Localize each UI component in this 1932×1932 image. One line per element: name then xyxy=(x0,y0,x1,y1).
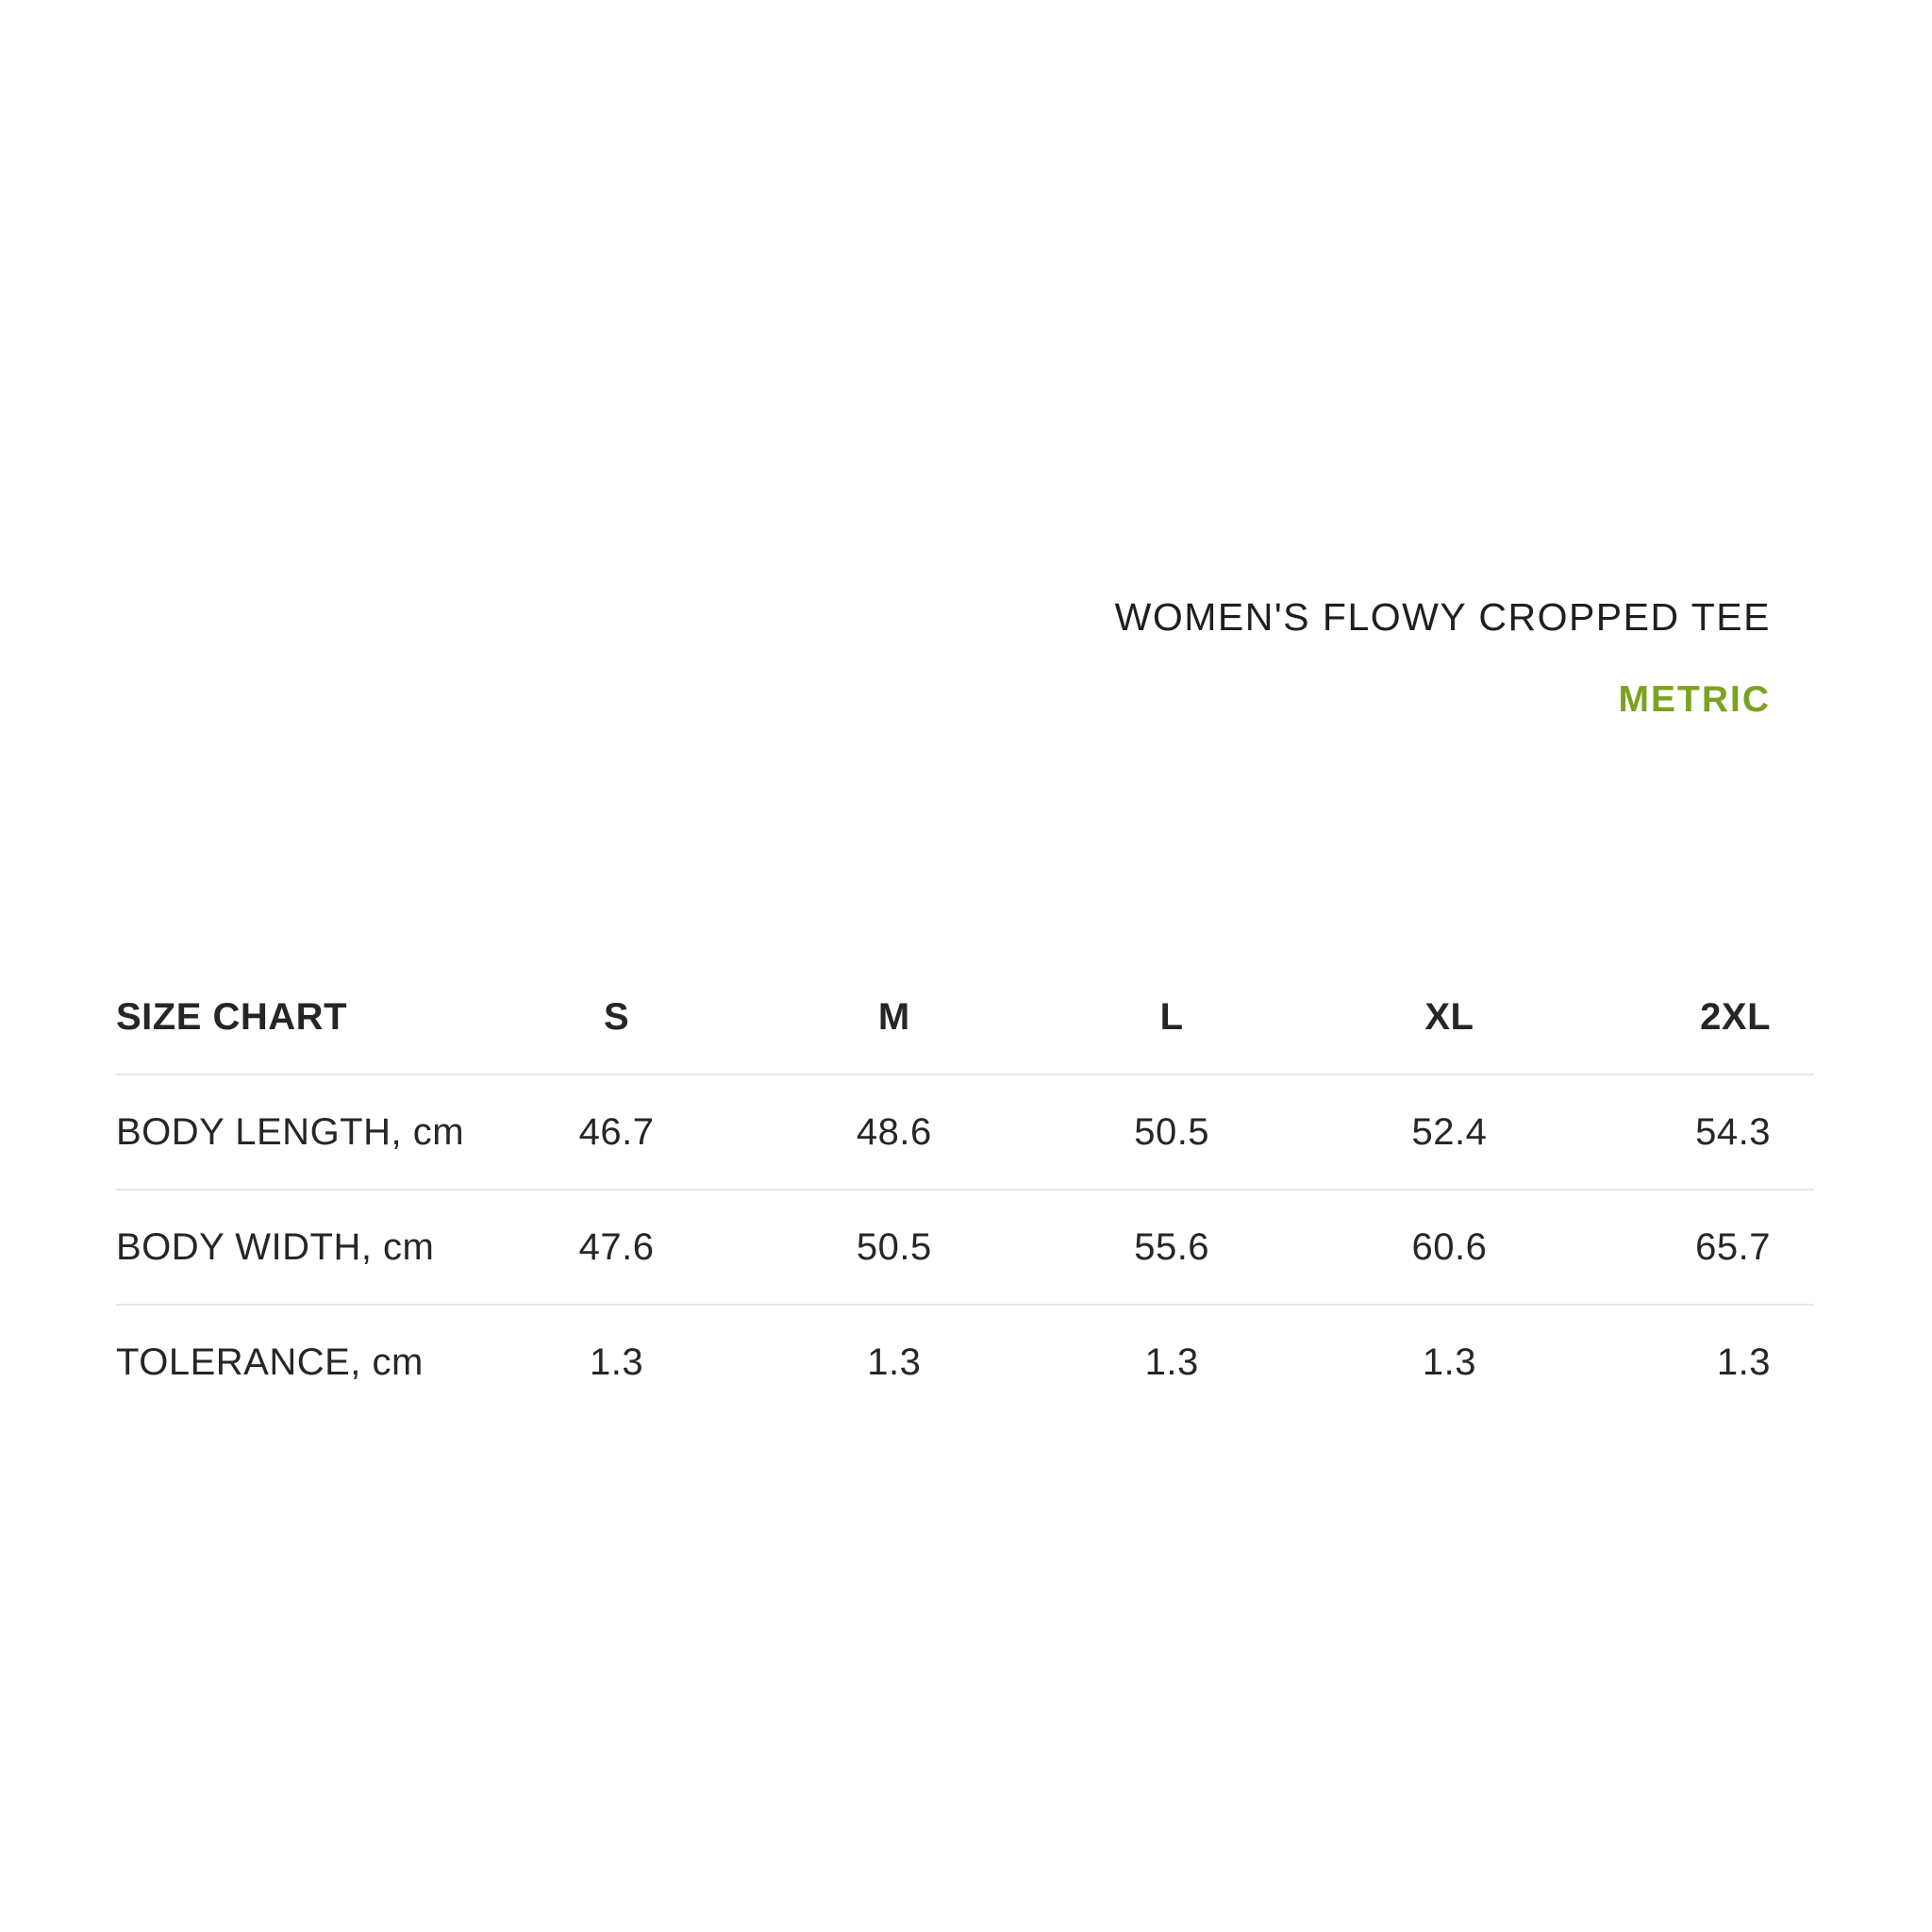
size-chart-table-container xyxy=(116,960,1814,1419)
size-value: 55.6 xyxy=(1033,1190,1310,1305)
table-row-body-length xyxy=(116,1074,1814,1190)
title-block xyxy=(1114,595,1771,720)
size-value: 60.6 xyxy=(1310,1190,1588,1305)
size-value: 47.6 xyxy=(477,1190,755,1305)
table-row-tolerance xyxy=(116,1305,1814,1419)
size-value: 50.5 xyxy=(1033,1074,1310,1190)
size-value: 1.3 xyxy=(589,1341,644,1383)
size-value: 1.3 xyxy=(1144,1341,1199,1383)
size-value: 52.4 xyxy=(1310,1074,1588,1190)
column-header-l: L xyxy=(1033,960,1310,1074)
column-header-xl: XL xyxy=(1310,960,1588,1074)
table-header-row xyxy=(116,960,1814,1074)
size-value: 1.3 xyxy=(867,1341,922,1383)
size-value: 1.3 xyxy=(1422,1341,1476,1383)
column-header-2xl: 2XL xyxy=(1589,960,1814,1074)
size-chart-heading: SIZE CHART xyxy=(116,960,477,1074)
size-value: 48.6 xyxy=(756,1074,1033,1190)
row-label: TOLERANCE, cm xyxy=(116,1341,424,1383)
row-label: BODY WIDTH, cm xyxy=(116,1190,477,1305)
column-header-m: M xyxy=(756,960,1033,1074)
size-value: 46.7 xyxy=(477,1074,755,1190)
product-title: WOMEN'S FLOWY CROPPED TEE xyxy=(1114,595,1771,639)
row-label: BODY LENGTH, cm xyxy=(116,1074,477,1190)
size-value: 50.5 xyxy=(756,1190,1033,1305)
metric-unit-toggle[interactable]: METRIC xyxy=(1618,679,1771,720)
size-value: 65.7 xyxy=(1589,1190,1814,1305)
size-chart-table xyxy=(116,960,1814,1419)
column-header-s: S xyxy=(477,960,755,1074)
table-row-body-width xyxy=(116,1190,1814,1305)
size-value: 54.3 xyxy=(1589,1074,1814,1190)
size-value: 1.3 xyxy=(1716,1341,1771,1383)
